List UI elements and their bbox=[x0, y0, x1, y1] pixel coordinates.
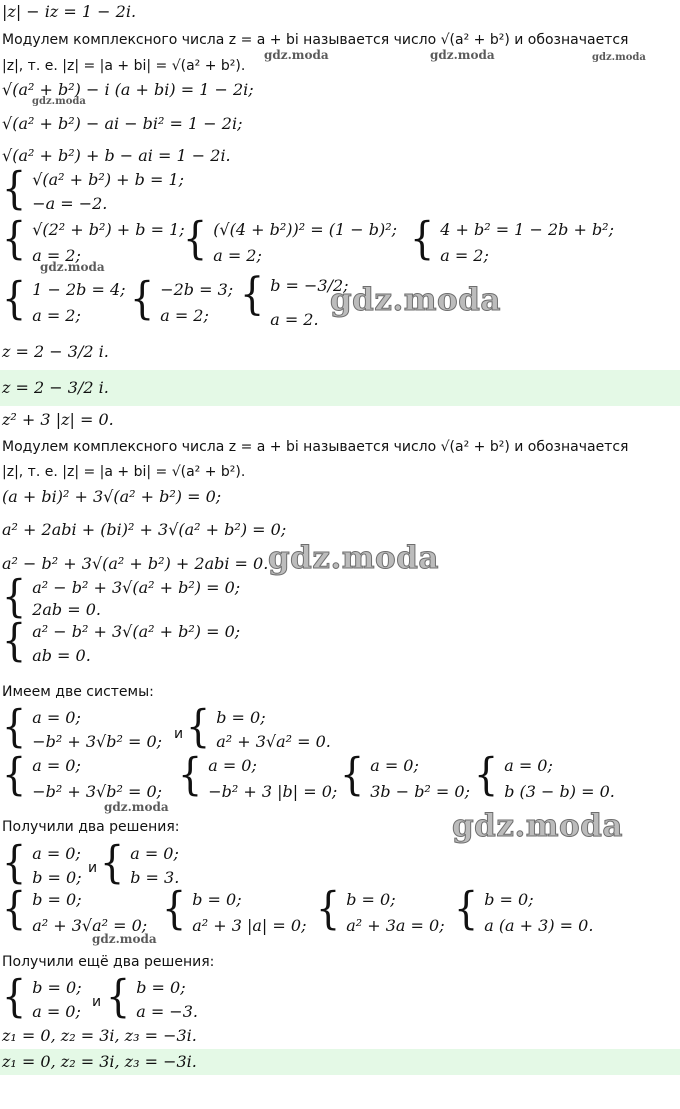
system-line: a = −3. bbox=[136, 1002, 198, 1021]
system-line: b = 0; bbox=[192, 890, 242, 909]
watermark-logo: gdz.moda bbox=[32, 96, 86, 107]
system-line: a² − b² + 3√(a² + b²) = 0; bbox=[32, 578, 241, 597]
equation-system bbox=[2, 571, 241, 622]
system-line: a = 2; bbox=[213, 246, 262, 265]
equation-system bbox=[2, 701, 163, 752]
equation-system bbox=[474, 749, 615, 802]
watermark-logo: gdz.moda bbox=[40, 260, 105, 274]
brace-glyph: { bbox=[100, 837, 125, 888]
watermark-logo: gdz.moda bbox=[330, 282, 501, 318]
brace-glyph: { bbox=[474, 749, 499, 800]
system-line: a = 2; bbox=[440, 246, 489, 265]
brace-glyph: { bbox=[410, 213, 435, 264]
equation-system bbox=[2, 883, 148, 936]
system-line: a² + 3a = 0; bbox=[346, 916, 445, 935]
system-line: a = 0; bbox=[32, 708, 81, 727]
system-line: −b² + 3√b² = 0; bbox=[32, 732, 163, 751]
system-line: a = 2. bbox=[270, 310, 319, 329]
equation-system bbox=[340, 749, 470, 802]
system-line: b = 0; bbox=[32, 978, 82, 997]
equation-system bbox=[2, 749, 163, 802]
system-line: −a = −2. bbox=[32, 194, 108, 213]
equation-system bbox=[2, 163, 185, 214]
system-line: −b² + 3 |b| = 0; bbox=[208, 782, 338, 801]
system-line: a = 2; bbox=[160, 306, 209, 325]
system-line: 4 + b² = 1 − 2b + b²; bbox=[440, 220, 614, 239]
system-line: a² − b² + 3√(a² + b²) = 0; bbox=[32, 622, 241, 641]
equation-system bbox=[316, 883, 445, 936]
watermark-logo: gdz.moda bbox=[592, 52, 646, 63]
brace-glyph: { bbox=[2, 883, 27, 934]
equation-line: a² + 2abi + (bi)² + 3√(a² + b²) = 0; bbox=[2, 520, 287, 539]
watermark-logo: gdz.moda bbox=[430, 48, 495, 62]
system-line: a = 0; bbox=[32, 844, 81, 863]
system-line: a² + 3 |a| = 0; bbox=[192, 916, 307, 935]
watermark-logo: gdz.moda bbox=[92, 932, 157, 946]
equation-system bbox=[2, 971, 82, 1022]
system-line: b = 0; bbox=[216, 708, 266, 727]
section-text: Имеем две системы: bbox=[2, 684, 154, 700]
definition-text: Модулем комплексного числа z = a + bi называется число √(a² + b²) и обозначается bbox=[2, 439, 629, 455]
section-text: Получили два решения: bbox=[2, 819, 180, 835]
definition-text: |z|, т. е. |z| = |a + bi| = √(a² + b²). bbox=[2, 58, 246, 74]
brace-glyph: { bbox=[162, 883, 187, 934]
watermark-logo: gdz.moda bbox=[452, 808, 623, 844]
system-line: a = 0; bbox=[370, 756, 419, 775]
system-line: a = 0; bbox=[504, 756, 553, 775]
answer-line: z = 2 − 3/2 i. bbox=[2, 378, 109, 397]
brace-glyph: { bbox=[2, 615, 27, 666]
equation-line: √(a² + b²) − i (a + bi) = 1 − 2i; bbox=[2, 80, 254, 99]
system-line: a = 0; bbox=[208, 756, 257, 775]
system-line: a² + 3√a² = 0; bbox=[32, 916, 148, 935]
equation-line: |z| − iz = 1 − 2i. bbox=[2, 2, 137, 21]
system-line: ab = 0. bbox=[32, 646, 91, 665]
system-line: a = 0; bbox=[130, 844, 179, 863]
equation-system bbox=[2, 615, 241, 666]
equation-system bbox=[106, 971, 198, 1022]
system-line: 3b − b² = 0; bbox=[370, 782, 470, 801]
system-line: b = 0; bbox=[32, 868, 82, 887]
system-line: b = 0; bbox=[346, 890, 396, 909]
system-line: a = 0; bbox=[32, 756, 81, 775]
brace-glyph: { bbox=[178, 749, 203, 800]
watermark-logo: gdz.moda bbox=[104, 800, 169, 814]
equation-line: √(a² + b²) + b − ai = 1 − 2i. bbox=[2, 146, 231, 165]
watermark-logo: gdz.moda bbox=[268, 540, 439, 576]
system-line: 2ab = 0. bbox=[32, 600, 101, 619]
brace-glyph: { bbox=[2, 571, 27, 622]
system-line: √(2² + b²) + b = 1; bbox=[32, 220, 185, 239]
system-line: b (3 − b) = 0. bbox=[504, 782, 615, 801]
watermark-logo: gdz.moda bbox=[264, 48, 329, 62]
brace-glyph: { bbox=[2, 749, 27, 800]
equation-line: z² + 3 |z| = 0. bbox=[2, 410, 114, 429]
equation-line: a² − b² + 3√(a² + b²) + 2abi = 0. bbox=[2, 554, 269, 573]
definition-text: Модулем комплексного числа z = a + bi называется число √(a² + b²) и обозначается bbox=[2, 32, 629, 48]
system-line: a = 2; bbox=[32, 306, 81, 325]
equation-line: z₁ = 0, z₂ = 3i, z₃ = −3i. bbox=[2, 1026, 197, 1045]
definition-text: |z|, т. е. |z| = |a + bi| = √(a² + b²). bbox=[2, 464, 246, 480]
brace-glyph: { bbox=[340, 749, 365, 800]
brace-glyph: { bbox=[240, 268, 265, 320]
brace-glyph: { bbox=[454, 883, 479, 934]
brace-glyph: { bbox=[2, 163, 27, 214]
equation-system bbox=[178, 749, 338, 802]
equation-line: √(a² + b²) − ai − bi² = 1 − 2i; bbox=[2, 114, 243, 133]
conjunction-and: и bbox=[174, 726, 184, 742]
system-line: b = −3/2; bbox=[270, 276, 349, 295]
brace-glyph: { bbox=[130, 273, 155, 324]
system-line: b = 0; bbox=[136, 978, 186, 997]
brace-glyph: { bbox=[2, 971, 27, 1022]
system-line: −b² + 3√b² = 0; bbox=[32, 782, 163, 801]
brace-glyph: { bbox=[106, 971, 131, 1022]
system-line: a (a + 3) = 0. bbox=[484, 916, 594, 935]
equation-system bbox=[162, 883, 307, 936]
equation-system bbox=[183, 213, 398, 266]
brace-glyph: { bbox=[316, 883, 341, 934]
system-line: b = 0; bbox=[484, 890, 534, 909]
equation-system bbox=[130, 273, 234, 326]
system-line: a = 0; bbox=[32, 1002, 81, 1021]
system-line: a² + 3√a² = 0. bbox=[216, 732, 331, 751]
system-line: √(a² + b²) + b = 1; bbox=[32, 170, 185, 189]
brace-glyph: { bbox=[183, 213, 208, 264]
brace-glyph: { bbox=[2, 213, 27, 264]
system-line: a = 2; bbox=[32, 246, 81, 265]
equation-system bbox=[2, 837, 82, 888]
brace-glyph: { bbox=[186, 701, 211, 752]
system-line: −2b = 3; bbox=[160, 280, 234, 299]
system-line: (√(4 + b²))² = (1 − b)²; bbox=[213, 220, 398, 239]
conjunction-and: и bbox=[92, 994, 102, 1010]
system-line: b = 3. bbox=[130, 868, 180, 887]
conjunction-and: и bbox=[88, 860, 98, 876]
equation-system bbox=[186, 701, 331, 752]
brace-glyph: { bbox=[2, 273, 27, 324]
equation-system bbox=[2, 273, 126, 326]
system-line: 1 − 2b = 4; bbox=[32, 280, 126, 299]
brace-glyph: { bbox=[2, 837, 27, 888]
equation-system bbox=[100, 837, 180, 888]
equation-line: z = 2 − 3/2 i. bbox=[2, 342, 109, 361]
equation-line: (a + bi)² + 3√(a² + b²) = 0; bbox=[2, 487, 222, 506]
answer-line: z₁ = 0, z₂ = 3i, z₃ = −3i. bbox=[2, 1052, 197, 1071]
system-line: b = 0; bbox=[32, 890, 82, 909]
section-text: Получили ещё два решения: bbox=[2, 954, 215, 970]
brace-glyph: { bbox=[2, 701, 27, 752]
equation-system bbox=[454, 883, 594, 936]
equation-system bbox=[410, 213, 614, 266]
